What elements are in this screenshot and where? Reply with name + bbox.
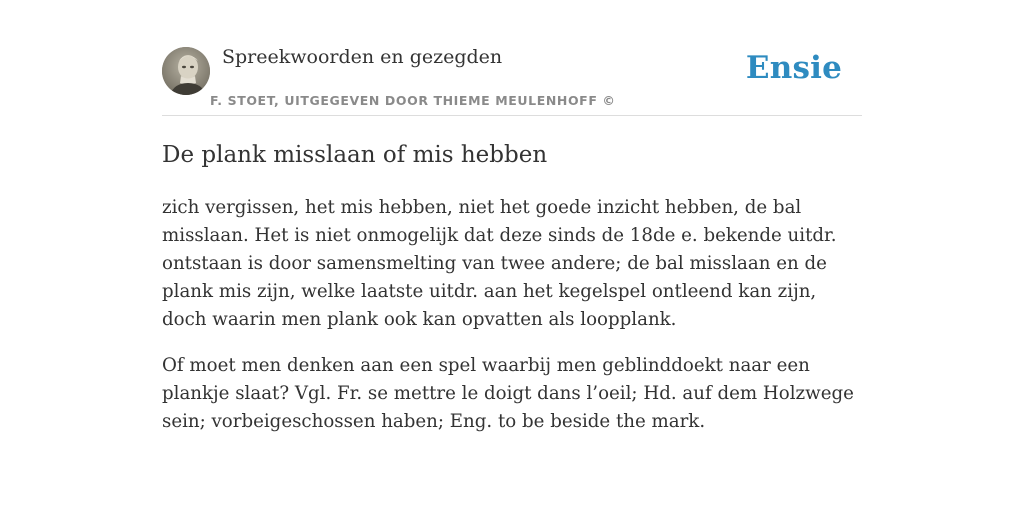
entry-paragraph: Of moet men denken aan een spel waarbij men geblinddoekt naar een plankje slaat? Vgl. Fr. se mettre le doigt dans l’oeil; Hd. auf dem Holzwege sein; vorbeigeschossen haben; Eng. to be beside the mark. <box>162 355 854 432</box>
entry-paragraph: zich vergissen, het mis hebben, niet het goede inzicht hebben, de bal misslaan. Het is niet onmogelijk dat deze sinds de 18de e. bekende uitdr. ontstaan is door samensmelting van twee andere; de bal misslaan en de plank mis zijn, welke laatste uitdr. aan het kegelspel ontleend kan zijn, doch waarin men plank ook kan opvatten als loopplank. <box>162 197 837 330</box>
author-avatar[interactable] <box>162 47 210 95</box>
entry-card <box>162 40 862 436</box>
entry-title: De plank misslaan of mis hebben <box>162 142 548 168</box>
entry-header <box>162 40 862 116</box>
ensie-logo[interactable]: Ensie <box>745 50 842 86</box>
author-portrait-icon <box>162 47 210 95</box>
book-byline: F. STOET, UITGEGEVEN DOOR THIEME MEULENHOFF © <box>210 93 616 108</box>
book-title[interactable]: Spreekwoorden en gezegden <box>222 46 503 68</box>
